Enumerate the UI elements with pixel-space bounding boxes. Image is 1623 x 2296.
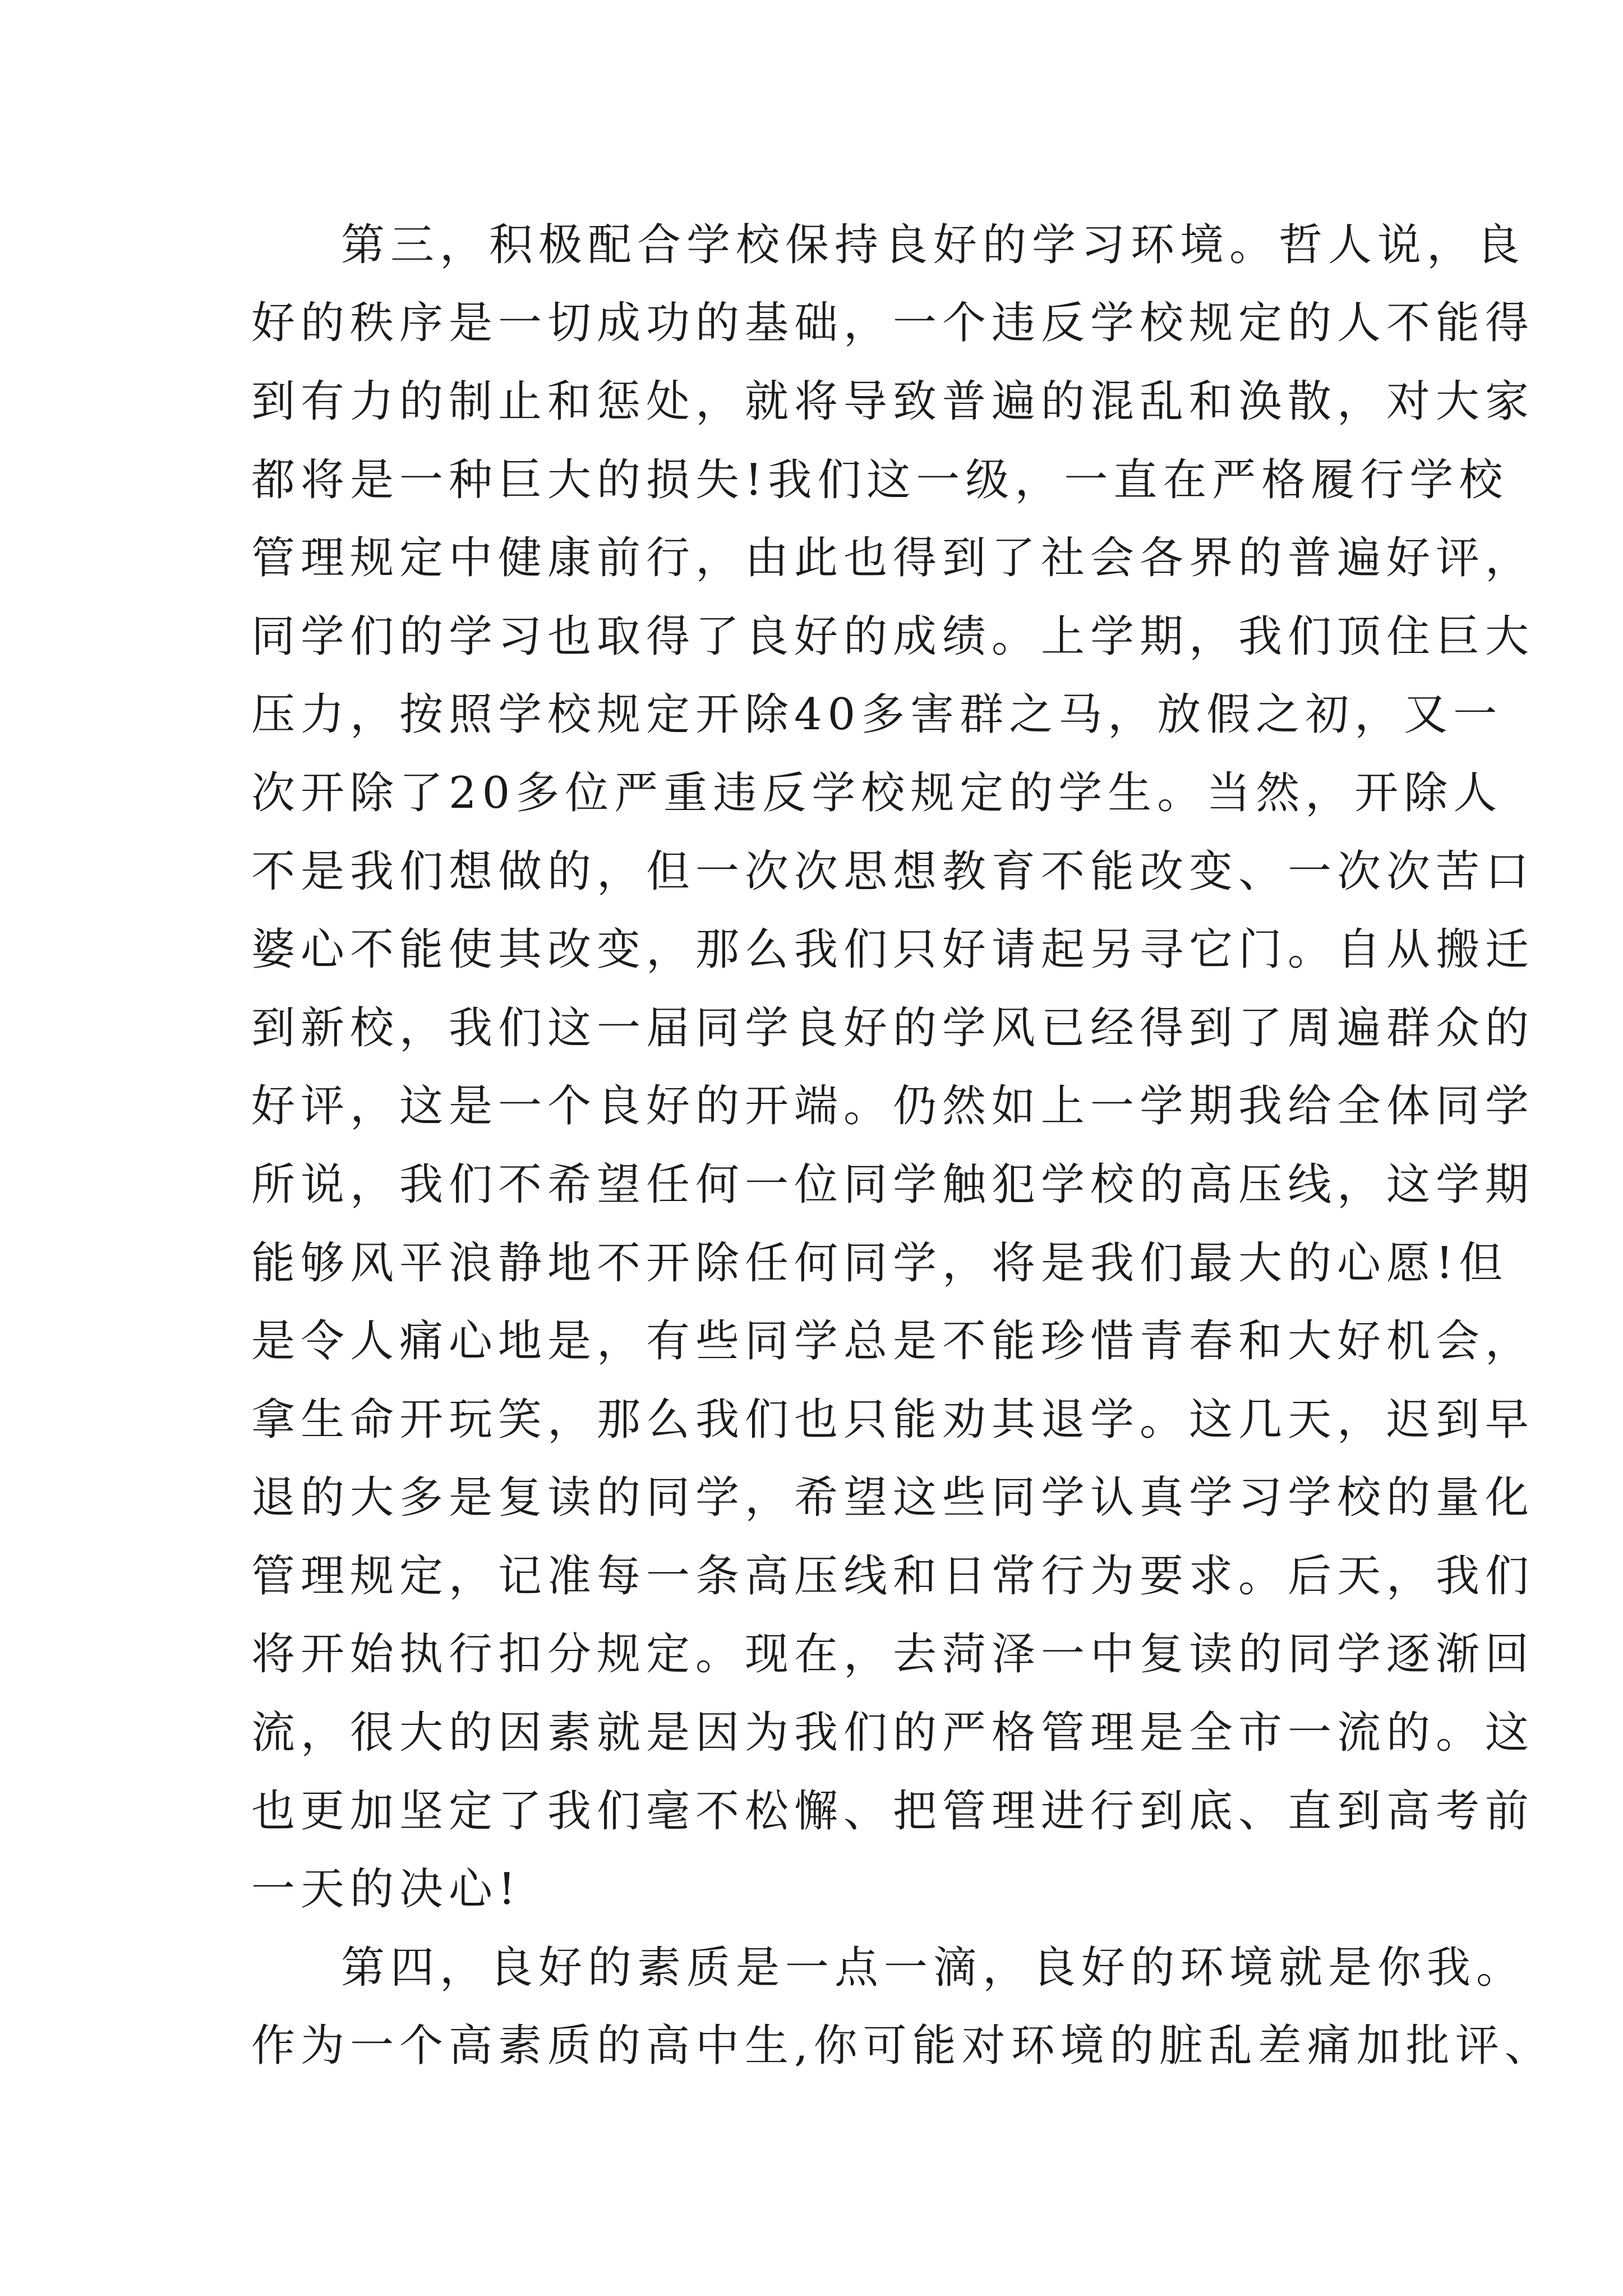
paragraph-1-line-5: 管理规定中健康前行，由此也得到了社会各界的普遍好评， (251, 533, 1535, 584)
paragraph-1-line-15: 是令人痛心地是，有些同学总是不能珍惜青春和大好机会， (251, 1316, 1535, 1367)
paragraph-1-line-11: 到新校，我们这一届同学良好的学风已经得到了周遍群众的 (251, 1002, 1535, 1053)
paragraph-1-line-12: 好评，这是一个良好的开端。仍然如上一学期我给全体同学 (251, 1081, 1535, 1132)
paragraph-1-line-1: 第三，积极配合学校保持良好的学习环境。哲人说，良 (341, 219, 1526, 270)
body-text (251, 202, 1554, 2081)
paragraph-1-line-16: 拿生命开玩笑，那么我们也只能劝其退学。这几天，迟到早 (251, 1394, 1535, 1445)
paragraph-1-line-13: 所说，我们不希望任何一位同学触犯学校的高压线，这学期 (251, 1159, 1535, 1210)
paragraph-1-line-18: 管理规定，记准每一条高压线和日常行为要求。后天，我们 (251, 1550, 1535, 1602)
paragraph-1-line-22: 一天的决心! (251, 1864, 522, 1915)
paragraph-1-line-21: 也更加坚定了我们毫不松懈、把管理进行到底、直到高考前 (251, 1786, 1535, 1837)
paragraph-1-line-19: 将开始执行扣分规定。现在，去菏泽一中复读的同学逐渐回 (251, 1629, 1535, 1680)
paragraph-1-line-6: 同学们的学习也取得了良好的成绩。上学期，我们顶住巨大 (251, 611, 1535, 662)
paragraph-1-line-20: 流，很大的因素就是因为我们的严格管理是全市一流的。这 (251, 1708, 1535, 1759)
paragraph-1-line-10: 婆心不能使其改变，那么我们只好请起另寻它门。自从搬迁 (251, 924, 1535, 976)
paragraph-1-line-17: 退的大多是复读的同学，希望这些同学认真学习学校的量化 (251, 1473, 1535, 1524)
paragraph-1-line-2: 好的秩序是一切成功的基础，一个违反学校规定的人不能得 (251, 298, 1535, 349)
paragraph-1-line-4: 都将是一种巨大的损失!我们这一级，一直在严格履行学校 (251, 454, 1509, 505)
paragraph-1-line-14: 能够风平浪静地不开除任何同学，将是我们最大的心愿!但 (251, 1237, 1509, 1289)
paragraph-2-line-1: 第四，良好的素质是一点一滴，良好的环境就是你我。 (341, 1942, 1526, 1993)
paragraph-1-line-9: 不是我们想做的，但一次次思想教育不能改变、一次次苦口 (251, 846, 1535, 897)
paragraph-2-line-2: 作为一个高素质的高中生,你可能对环境的脏乱差痛加批评、 (251, 2021, 1554, 2072)
paragraph-1-line-3: 到有力的制止和惩处，就将导致普遍的混乱和涣散，对大家 (251, 376, 1535, 427)
paragraph-1-line-7: 压力，按照学校规定开除40多害群之马，放假之初，又一 (251, 689, 1503, 740)
paragraph-1-line-8: 次开除了20多位严重违反学校规定的学生。当然，开除人 (251, 767, 1503, 818)
